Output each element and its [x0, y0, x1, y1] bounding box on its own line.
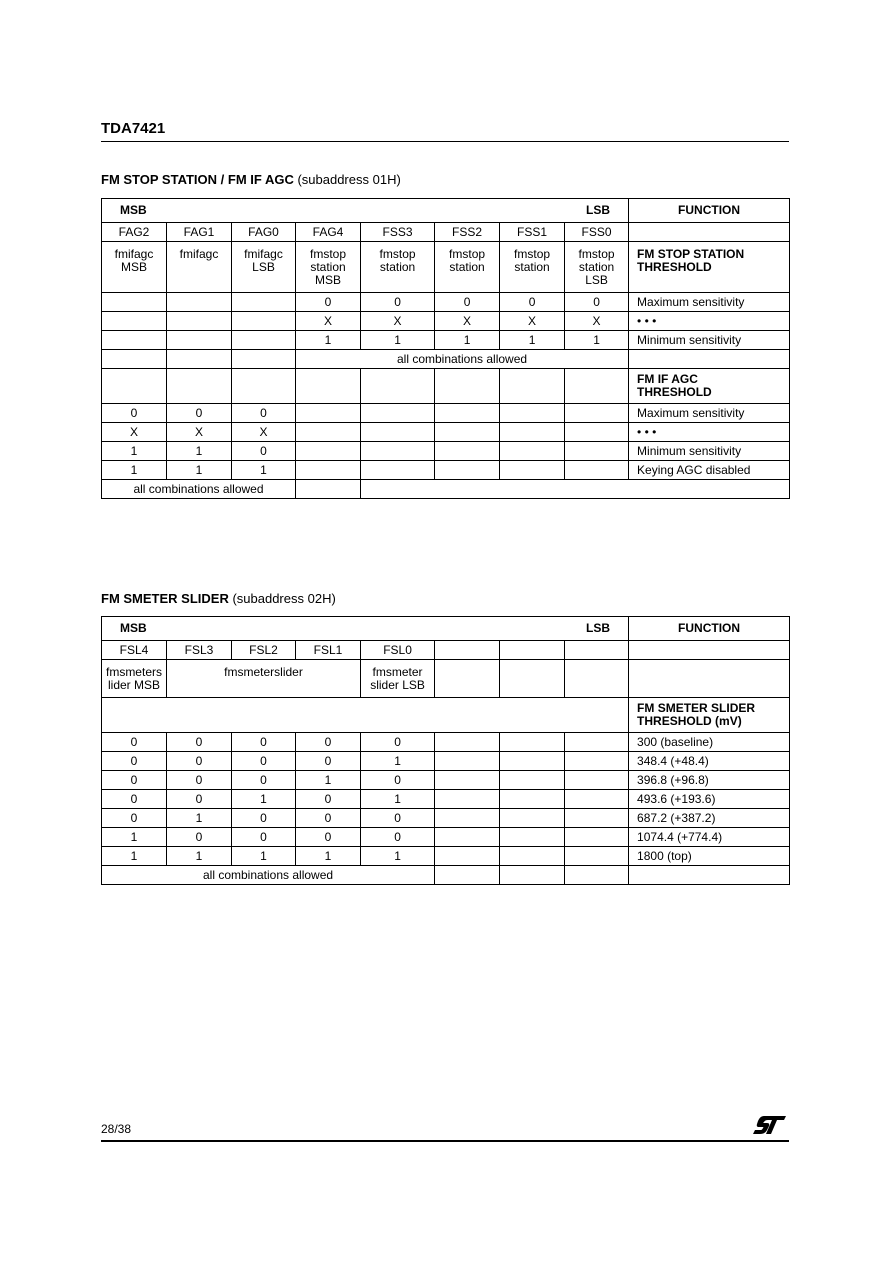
table-row [102, 847, 790, 866]
bit-name: FAG4 [296, 223, 361, 242]
table-row [102, 866, 790, 885]
lsb-label: LSB [361, 617, 629, 641]
empty-cell [435, 790, 500, 809]
lsb-label: LSB [361, 199, 629, 223]
section2-title [101, 591, 336, 606]
empty-cell [565, 660, 629, 698]
table-row [102, 480, 790, 499]
bit-name: FSS2 [435, 223, 500, 242]
bit-cell: 0 [102, 404, 167, 423]
group2-title-row [102, 369, 790, 404]
fm-stop-station-table [101, 198, 790, 499]
empty-cell [629, 641, 790, 660]
empty-cell [102, 369, 167, 404]
empty-cell [435, 369, 500, 404]
section1-title [101, 172, 401, 187]
empty-cell [435, 828, 500, 847]
all-combinations-note: all combinations allowed [296, 350, 629, 369]
bit-cell: 0 [361, 293, 435, 312]
function-cell: 348.4 (+48.4) [629, 752, 790, 771]
empty-cell [500, 866, 565, 885]
empty-cell [500, 641, 565, 660]
bit-cell: 0 [232, 404, 296, 423]
msb-label: MSB [102, 199, 361, 223]
bit-cell: 1 [167, 442, 232, 461]
bit-cell: 1 [500, 331, 565, 350]
table-row [102, 442, 790, 461]
bit-cell: 1 [102, 442, 167, 461]
bit-desc: fmstop station LSB [565, 242, 629, 293]
bit-desc: fmsmeters lider MSB [102, 660, 167, 698]
bit-cell [102, 331, 167, 350]
empty-cell [500, 442, 565, 461]
table-row [102, 423, 790, 442]
bit-cell: 0 [296, 809, 361, 828]
bit-cell: 0 [296, 790, 361, 809]
bit-cell: 0 [232, 752, 296, 771]
bit-cell: 1 [232, 461, 296, 480]
empty-cell [435, 752, 500, 771]
empty-cell [565, 752, 629, 771]
group-title-if-agc: FM IF AGC THRESHOLD [629, 369, 790, 404]
bit-cell: 0 [565, 293, 629, 312]
st-logo-icon [752, 1114, 788, 1136]
bit-desc: fmifagc LSB [232, 242, 296, 293]
empty-cell [500, 404, 565, 423]
empty-cell [361, 461, 435, 480]
function-cell: 687.2 (+387.2) [629, 809, 790, 828]
bit-cell: 1 [232, 847, 296, 866]
bit-cell: 1 [232, 790, 296, 809]
table-row [102, 461, 790, 480]
bit-desc: fmstop station [361, 242, 435, 293]
group-title-smeter-slider: FM SMETER SLIDER THRESHOLD (mV) [629, 698, 790, 733]
bit-cell: 1 [167, 847, 232, 866]
bit-name: FSL3 [167, 641, 232, 660]
function-cell: Minimum sensitivity [629, 442, 790, 461]
bit-cell: 0 [232, 828, 296, 847]
bit-name: FSS0 [565, 223, 629, 242]
header-row [102, 199, 790, 223]
empty-cell [102, 350, 167, 369]
bit-cell: X [296, 312, 361, 331]
bit-cell: 0 [296, 828, 361, 847]
bit-cell: 0 [232, 733, 296, 752]
bit-cell: 1 [361, 752, 435, 771]
bit-cell: 0 [232, 771, 296, 790]
bit-names-row [102, 223, 790, 242]
table-row [102, 293, 790, 312]
section1-title-sub: (subaddress 01H) [293, 172, 401, 187]
fm-smeter-slider-table [101, 616, 790, 885]
bit-name: FSL1 [296, 641, 361, 660]
bit-cell: 0 [435, 293, 500, 312]
bit-cell: X [565, 312, 629, 331]
bit-cell: X [102, 423, 167, 442]
empty-cell [361, 480, 629, 499]
empty-cell [500, 790, 565, 809]
bit-cell: 0 [167, 771, 232, 790]
empty-cell [629, 480, 790, 499]
empty-cell [500, 809, 565, 828]
function-cell: Maximum sensitivity [629, 293, 790, 312]
bit-name: FSL0 [361, 641, 435, 660]
bit-desc: fmsmeterslider [167, 660, 361, 698]
bit-cell: 1 [296, 771, 361, 790]
bit-cell: 1 [296, 847, 361, 866]
bit-cell: 1 [102, 847, 167, 866]
bit-desc: fmstop station [435, 242, 500, 293]
empty-cell [435, 809, 500, 828]
bit-cell: 0 [102, 809, 167, 828]
function-cell: • • • [629, 312, 790, 331]
bit-cell: X [167, 423, 232, 442]
function-header: FUNCTION [629, 199, 790, 223]
section1-title-bold: FM STOP STATION / FM IF AGC [101, 172, 294, 187]
bit-cell: 0 [296, 293, 361, 312]
function-cell: • • • [629, 423, 790, 442]
bit-cell: 0 [167, 752, 232, 771]
bit-cell: X [361, 312, 435, 331]
empty-cell [565, 866, 629, 885]
function-cell: 396.8 (+96.8) [629, 771, 790, 790]
bit-name: FSL2 [232, 641, 296, 660]
bit-cell: X [232, 423, 296, 442]
bit-cell: 1 [361, 790, 435, 809]
table-row [102, 828, 790, 847]
empty-cell [232, 350, 296, 369]
empty-cell [629, 660, 790, 698]
empty-cell [500, 660, 565, 698]
empty-cell [629, 223, 790, 242]
bit-cell: 0 [361, 771, 435, 790]
table-row [102, 350, 790, 369]
empty-cell [435, 423, 500, 442]
empty-cell [565, 369, 629, 404]
empty-cell [565, 847, 629, 866]
table-row [102, 752, 790, 771]
empty-cell [435, 771, 500, 790]
bit-cell [167, 312, 232, 331]
table-row [102, 790, 790, 809]
function-header: FUNCTION [629, 617, 790, 641]
empty-cell [435, 442, 500, 461]
empty-cell [500, 828, 565, 847]
empty-cell [361, 423, 435, 442]
bit-cell: 0 [361, 828, 435, 847]
bit-names-row [102, 641, 790, 660]
all-combinations-note: all combinations allowed [102, 480, 296, 499]
group-title-stop-station: FM STOP STATION THRESHOLD [629, 242, 790, 293]
bit-cell [232, 293, 296, 312]
group-title-row [102, 698, 790, 733]
function-cell: Maximum sensitivity [629, 404, 790, 423]
bit-cell: 1 [167, 809, 232, 828]
empty-cell [565, 404, 629, 423]
empty-cell [361, 369, 435, 404]
empty-cell [565, 461, 629, 480]
empty-cell [296, 369, 361, 404]
empty-cell [102, 698, 629, 733]
function-cell: Keying AGC disabled [629, 461, 790, 480]
bit-cell: 1 [296, 331, 361, 350]
empty-cell [500, 423, 565, 442]
empty-cell [296, 442, 361, 461]
section2-title-bold: FM SMETER SLIDER [101, 591, 229, 606]
empty-cell [296, 423, 361, 442]
empty-cell [565, 733, 629, 752]
function-cell: 1074.4 (+774.4) [629, 828, 790, 847]
msb-label: MSB [102, 617, 361, 641]
empty-cell [629, 866, 790, 885]
empty-cell [500, 847, 565, 866]
empty-cell [435, 733, 500, 752]
all-combinations-note: all combinations allowed [102, 866, 435, 885]
bit-cell [102, 293, 167, 312]
empty-cell [167, 369, 232, 404]
empty-cell [167, 350, 232, 369]
bit-desc-row [102, 660, 790, 698]
bit-desc: fmstop station MSB [296, 242, 361, 293]
bit-cell [167, 331, 232, 350]
bit-name: FAG2 [102, 223, 167, 242]
bit-cell: 1 [102, 828, 167, 847]
bit-cell [232, 331, 296, 350]
empty-cell [565, 771, 629, 790]
empty-cell [565, 423, 629, 442]
bit-cell: 0 [167, 404, 232, 423]
bit-cell [232, 312, 296, 331]
function-cell: 493.6 (+193.6) [629, 790, 790, 809]
empty-cell [629, 350, 790, 369]
bit-desc: fmifagc [167, 242, 232, 293]
table-row [102, 404, 790, 423]
bit-cell: 0 [102, 771, 167, 790]
empty-cell [565, 809, 629, 828]
empty-cell [435, 461, 500, 480]
empty-cell [435, 660, 500, 698]
empty-cell [296, 480, 361, 499]
bit-name: FAG0 [232, 223, 296, 242]
bit-name: FSL4 [102, 641, 167, 660]
table-row [102, 809, 790, 828]
empty-cell [361, 442, 435, 461]
bit-cell: 1 [565, 331, 629, 350]
bit-cell [102, 312, 167, 331]
bit-cell: 0 [232, 442, 296, 461]
bit-cell: 1 [361, 331, 435, 350]
table-row [102, 331, 790, 350]
empty-cell [500, 752, 565, 771]
empty-cell [296, 404, 361, 423]
bit-cell: 0 [102, 733, 167, 752]
function-cell: 1800 (top) [629, 847, 790, 866]
empty-cell [435, 641, 500, 660]
bit-cell: 1 [102, 461, 167, 480]
bit-cell: 0 [102, 790, 167, 809]
section2-title-sub: (subaddress 02H) [228, 591, 336, 606]
bit-cell: X [435, 312, 500, 331]
bit-desc: fmifagc MSB [102, 242, 167, 293]
bit-cell: X [500, 312, 565, 331]
empty-cell [435, 404, 500, 423]
empty-cell [296, 461, 361, 480]
bit-name: FAG1 [167, 223, 232, 242]
header-rule [101, 141, 789, 142]
bit-desc-row [102, 242, 790, 293]
page-number: 28/38 [101, 1122, 132, 1136]
bit-cell: 0 [102, 752, 167, 771]
empty-cell [361, 404, 435, 423]
function-cell: 300 (baseline) [629, 733, 790, 752]
empty-cell [435, 847, 500, 866]
footer-rule [101, 1140, 789, 1142]
empty-cell [565, 442, 629, 461]
bit-cell: 0 [232, 809, 296, 828]
bit-cell: 0 [167, 828, 232, 847]
bit-cell: 0 [361, 809, 435, 828]
bit-cell: 0 [361, 733, 435, 752]
bit-cell: 1 [167, 461, 232, 480]
empty-cell [565, 641, 629, 660]
bit-name: FSS1 [500, 223, 565, 242]
empty-cell [500, 771, 565, 790]
empty-cell [500, 733, 565, 752]
bit-cell: 0 [296, 733, 361, 752]
empty-cell [435, 866, 500, 885]
bit-desc: fmsmeter slider LSB [361, 660, 435, 698]
empty-cell [500, 369, 565, 404]
bit-cell: 0 [167, 733, 232, 752]
table-row [102, 312, 790, 331]
bit-name: FSS3 [361, 223, 435, 242]
empty-cell [565, 828, 629, 847]
bit-desc: fmstop station [500, 242, 565, 293]
empty-cell [500, 461, 565, 480]
bit-cell [167, 293, 232, 312]
function-cell: Minimum sensitivity [629, 331, 790, 350]
table-row [102, 771, 790, 790]
bit-cell: 1 [435, 331, 500, 350]
bit-cell: 0 [296, 752, 361, 771]
empty-cell [565, 790, 629, 809]
header-row [102, 617, 790, 641]
bit-cell: 0 [167, 790, 232, 809]
document-title: TDA7421 [101, 120, 166, 137]
empty-cell [232, 369, 296, 404]
bit-cell: 0 [500, 293, 565, 312]
table-row [102, 733, 790, 752]
bit-cell: 1 [361, 847, 435, 866]
